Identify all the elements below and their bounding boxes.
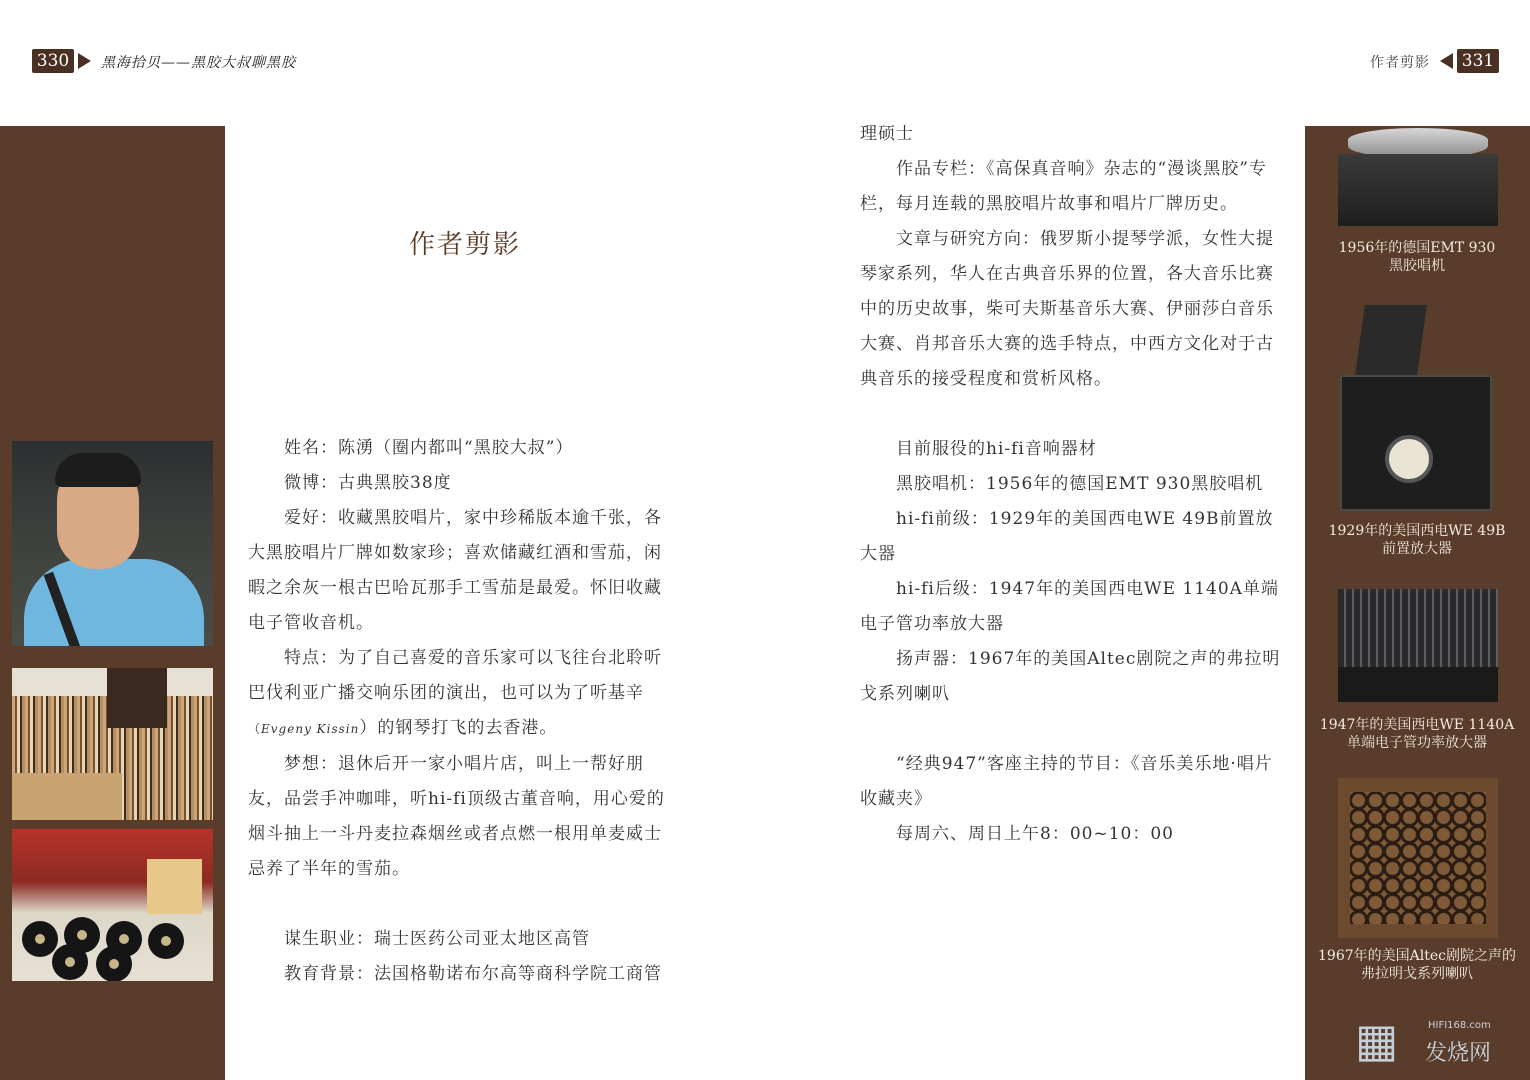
caption-we-49b: [1305, 522, 1529, 558]
traits-text: 特点：为了自己喜爱的音乐家可以飞往台北聆听巴伐利亚广播交响乐团的演出，也可以为了听基辛: [248, 648, 662, 703]
watermark-logo-icon: ▦: [1355, 1013, 1399, 1067]
paragraph-gap: [860, 712, 1285, 747]
preamp-meter: [1385, 435, 1433, 483]
vinyl-disc-1: [22, 921, 58, 957]
watermark-name: 发烧网: [1425, 1041, 1492, 1066]
weibo-line: 微博：古典黑胶38度: [284, 473, 452, 493]
records-collection-photo: [12, 829, 213, 981]
preamp-line: hi-fi前级：1929年的美国西电WE 49B前置放大器: [860, 509, 1274, 564]
paragraph-gap: [860, 397, 1285, 432]
record-shelf-photo: [12, 668, 213, 820]
caption-emt-930: [1305, 239, 1529, 275]
speaker-grille: [1350, 792, 1486, 924]
caption-we-1140a-line2: 单端电子管功率放大器: [1347, 735, 1487, 751]
altec-flamenco-speaker-image: [1338, 778, 1498, 938]
caption-altec-line2: 弗拉明戈系列喇叭: [1361, 966, 1473, 982]
amplifier-panel: [1338, 667, 1498, 702]
right-arrow-icon: [1440, 53, 1453, 69]
watermark-site: HIFI168.com: [1428, 1020, 1491, 1031]
we-49b-preamp-image: [1340, 305, 1492, 511]
schedule-line: 每周六、周日上午8：00~10：00: [896, 824, 1174, 844]
research-paragraph: 文章与研究方向：俄罗斯小提琴学派，女性大提琴家系列，华人在古典音乐界的位置，各大音乐比赛中的历史故事，柴可夫斯基音乐大赛、伊丽莎白音乐大赛、肖邦音乐大赛的选手特点，中西方文化对于古典音乐的接受程度和赏析风格。: [860, 229, 1274, 389]
dream-paragraph: 梦想：退休后开一家小唱片店，叫上一帮好朋友，品尝手冲咖啡，听hi-fi顶级古董音响，用心爱的烟斗抽上一斗丹麦拉森烟丝或者点燃一根用单麦威士忌养了半年的雪茄。: [248, 754, 665, 879]
right-page-number: 331: [1457, 49, 1499, 73]
occupation-line: 谋生职业：瑞士医药公司亚太地区高管: [284, 929, 590, 949]
paren-open: （: [248, 722, 262, 736]
left-arrow-icon: [78, 53, 91, 69]
caption-we-49b-line1: 1929年的美国西电WE 49B: [1328, 523, 1506, 539]
caption-we-49b-line2: 前置放大器: [1382, 541, 1452, 557]
left-page-number: 330: [32, 49, 74, 73]
turntable-body: [1338, 154, 1498, 226]
equipment-heading: 目前服役的hi-fi音响器材: [896, 439, 1097, 459]
caption-altec-line1: 1967年的美国Altec剧院之声的: [1318, 948, 1516, 964]
caption-emt-930-line1: 1956年的德国EMT 930: [1338, 240, 1496, 256]
column-paragraph: 作品专栏：《高保真音响》杂志的“漫谈黑胶”专栏，每月连载的黑胶唱片故事和唱片厂牌历史。: [860, 159, 1267, 214]
speaker-line: 扬声器：1967年的美国Altec剧院之声的弗拉明戈系列喇叭: [860, 649, 1281, 704]
author-portrait-photo: [12, 441, 213, 646]
traits-paragraph: [248, 641, 673, 747]
vinyl-disc-4: [148, 923, 184, 959]
caption-emt-930-line2: 黑胶唱机: [1389, 258, 1445, 274]
shelf-floor: [12, 773, 122, 820]
radio-show-line: “经典947”客座主持的节目：《音乐美乐地·唱片收藏夹》: [860, 754, 1273, 809]
section-title: 作者剪影: [409, 230, 522, 260]
name-line: 姓名：陈湧（圈内都叫“黑胶大叔”）: [284, 438, 574, 458]
left-body-text: [248, 431, 673, 992]
paragraph-gap: [248, 887, 673, 922]
preamp-lid: [1355, 305, 1427, 375]
emt-930-turntable-image: [1338, 128, 1498, 226]
vinyl-disc-5: [52, 944, 88, 980]
poweramp-line: hi-fi后级：1947年的美国西电WE 1140A单端电子管功率放大器: [860, 579, 1279, 634]
record-sleeve: [147, 859, 202, 914]
shelf-cabinet: [107, 668, 167, 728]
right-running-title: 作者剪影: [1370, 55, 1430, 71]
kissin-name: Evgeny Kissin: [261, 722, 360, 736]
hobby-paragraph: 爱好：收藏黑胶唱片，家中珍稀版本逾千张，各大黑胶唱片厂牌如数家珍；喜欢储藏红酒和雪茄，闲暇之余灰一根古巴哈瓦那手工雪茄是最爱。怀旧收藏电子管收音机。: [248, 508, 662, 633]
caption-we-1140a: [1305, 716, 1529, 752]
education-line: 教育背景：法国格勒诺布尔高等商科学院工商管: [284, 964, 662, 984]
right-body-text: [860, 117, 1285, 852]
we-1140a-amplifier-image: [1338, 589, 1498, 702]
caption-altec: [1305, 947, 1529, 983]
vinyl-disc-6: [96, 946, 132, 981]
left-running-title: 黑海拾贝——黑胶大叔聊黑胶: [101, 55, 296, 71]
portrait-hair: [55, 453, 141, 487]
turntable-line: 黑胶唱机：1956年的德国EMT 930黑胶唱机: [896, 474, 1264, 494]
education-continued: 理硕士: [860, 124, 914, 144]
traits-text-end: ）的钢琴打飞的去香港。: [359, 718, 558, 738]
caption-we-1140a-line1: 1947年的美国西电WE 1140A: [1319, 717, 1515, 733]
